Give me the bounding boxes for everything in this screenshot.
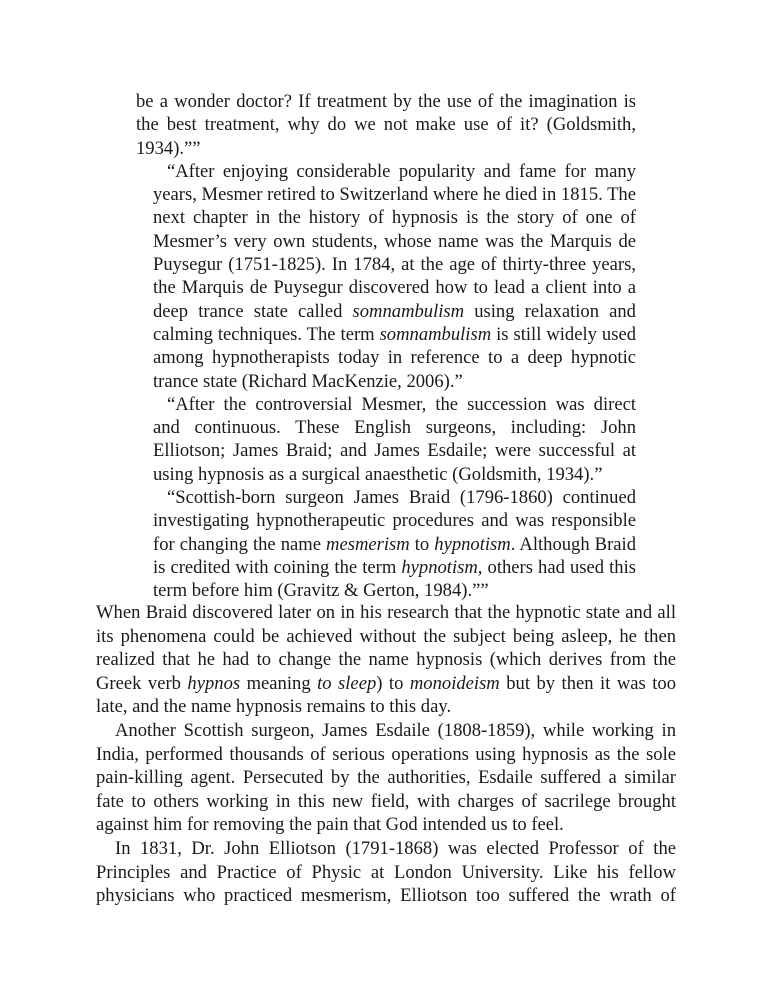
italic-term: to sleep xyxy=(317,672,377,694)
quote-opening-fragment: be a wonder doctor? If treatment by the use of the imagination is the best treatment, why do we not make use of it? (Goldsmith, 1934).”” xyxy=(136,91,636,159)
italic-term: somnambulism xyxy=(379,323,492,345)
body-paragraph-esdaile: Another Scottish surgeon, James Esdaile (1808-1859), while working in India, performed thousands of serious operations using hypnosis as the sole pain-killing agent. Persecuted by the authorities, Esdaile suffered a similar fate to others working in this new field, with charges of sacrilege brought against him for removing the pain that God intended us to feel. xyxy=(96,719,676,836)
italic-term: mesmerism xyxy=(326,533,410,555)
body-paragraph-elliotson: In 1831, Dr. John Elliotson (1791-1868) was elected Professor of the Principles and Practice of Physic at London University. Like his fellow physicians who practiced mesmerism, Elliotson too suffered the wrath of xyxy=(96,837,676,907)
italic-term: hypnos xyxy=(187,672,241,694)
italic-term: monoideism xyxy=(409,672,500,694)
italic-term: somnambulism xyxy=(352,300,465,322)
italic-term: hypnotism xyxy=(401,556,478,578)
body-paragraph-braid-monoideism: When Braid discovered later on in his research that the hypnotic state and all its phenomena could be achieved without the subject being asleep, he then realized that he had to change the name hypnosis (which derives from the Greek verb hypnos meaning to sleep) to monoideism but by then it was too late, and the name hypnosis remains to this day. xyxy=(96,602,676,718)
quote-paragraph-mesmer-puysegur: “After enjoying considerable popularity and fame for many years, Mesmer retired to Switzerland where he died in 1815. The next chapter in the history of hypnosis is the story of one of Mesmer’s very own students, whose name was the Marquis de Puysegur (1751-1825). In 1784, at the age of thirty-three years, the Marquis de Puysegur discovered how to lead a client into a deep trance state called somnambulism using relaxation and calming techniques. The term somnambulism is still widely used among hypnotherapists today in reference to a deep hypnotic trance state (Richard MacKenzie, 2006).” xyxy=(153,160,636,392)
block-quotation xyxy=(136,90,636,603)
body-text xyxy=(96,601,676,908)
italic-term: hypnotism xyxy=(434,533,511,555)
quote-nested-paragraphs xyxy=(136,160,636,603)
quote-paragraph-braid: “Scottish-born surgeon James Braid (1796-1860) continued investigating hypnotherapeutic procedures and was responsible for changing the name mesmerism to hypnotism. Although Braid is credited with coining the term hypnotism, others had used this term before him (Gravitz & Gerton, 1984).”” xyxy=(153,487,636,602)
quote-paragraph-english-surgeons: “After the controversial Mesmer, the succession was direct and continuous. These English surgeons, including: John Elliotson; James Braid; and James Esdaile; were successful at using hypnosis as a surgical anaesthetic (Goldsmith, 1934).” xyxy=(153,393,636,485)
